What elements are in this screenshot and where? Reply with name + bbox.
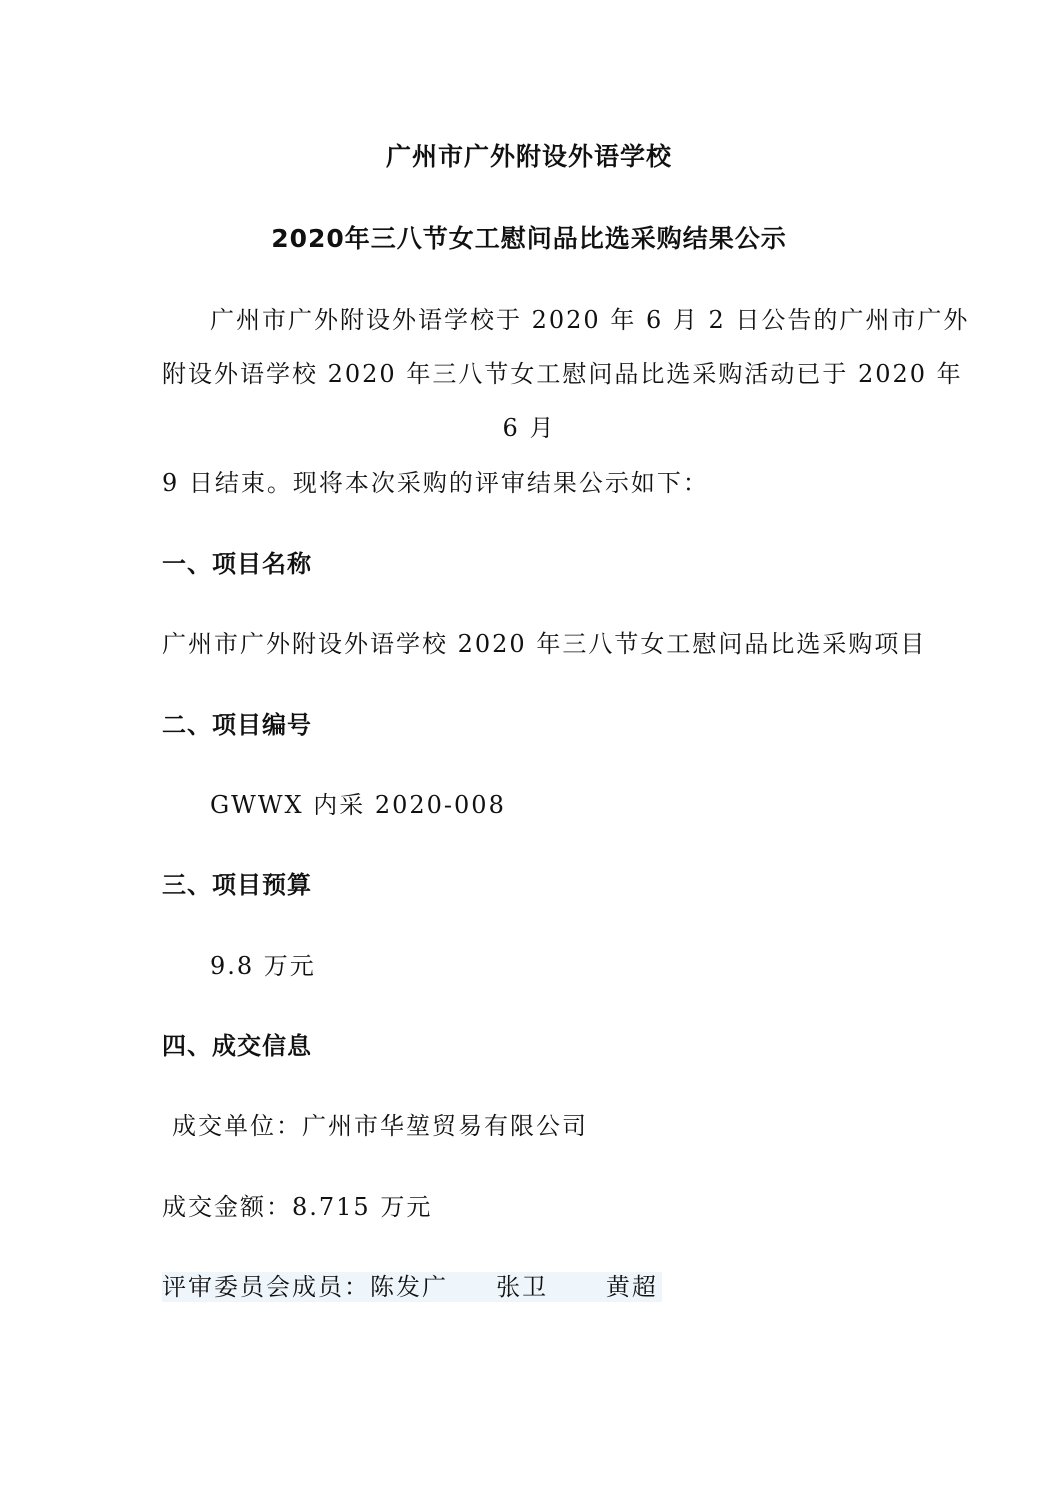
deal-unit: 成交单位：广州市华堃贸易有限公司 [172,1112,588,1140]
intro-line-3: 6 月 [502,414,556,442]
section-heading-number: 二、项目编号 [162,711,312,739]
deal-amount: 成交金额：8.715 万元 [162,1193,433,1221]
document-title: 2020年三八节女工慰问品比选采购结果公示 [271,224,787,253]
section-heading-deal: 四、成交信息 [162,1032,312,1060]
project-number: GWWX 内采 2020-008 [210,791,506,819]
intro-line-1: 广州市广外附设外语学校于 2020 年 6 月 2 日公告的广州市广外 [210,306,970,334]
section-heading-name: 一、项目名称 [162,550,312,578]
review-committee: 评审委员会成员：陈发广 张卫 黄超 [162,1272,662,1302]
project-budget: 9.8 万元 [210,952,316,980]
intro-line-4: 9 日结束。现将本次采购的评审结果公示如下： [162,469,709,497]
intro-line-2: 附设外语学校 2020 年三八节女工慰问品比选采购活动已于 2020 年 [162,360,963,388]
project-name: 广州市广外附设外语学校 2020 年三八节女工慰问品比选采购项目 [162,630,927,658]
section-heading-budget: 三、项目预算 [162,871,312,899]
school-title: 广州市广外附设外语学校 [385,142,672,171]
